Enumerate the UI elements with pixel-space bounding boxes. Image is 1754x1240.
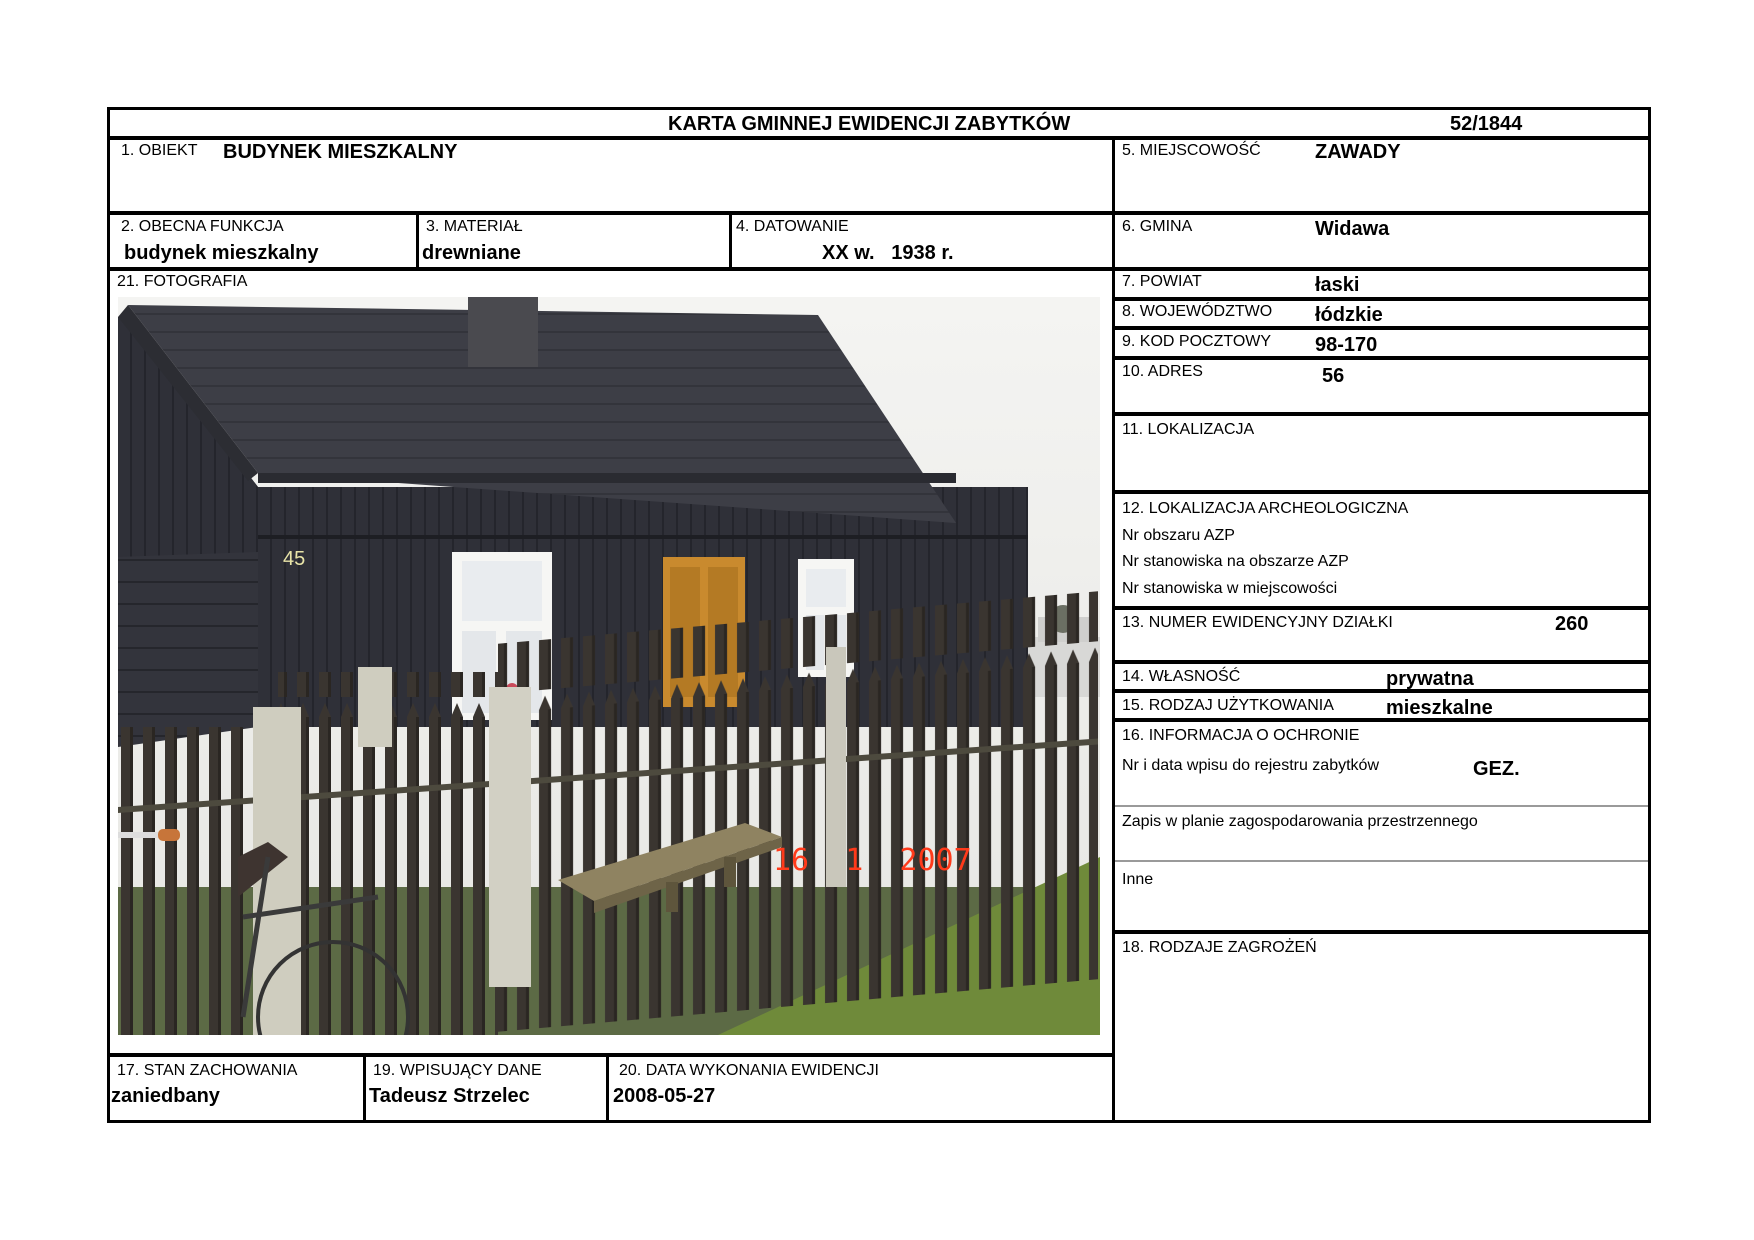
field-lokalizacja-label: 11. LOKALIZACJA	[1122, 421, 1255, 438]
field-wpisujacy-value: Tadeusz Strzelec	[369, 1085, 530, 1107]
ochrona-rejestr-value: GEZ.	[1473, 758, 1520, 780]
field-stan-value: zaniedbany	[111, 1085, 220, 1107]
field-gmina-label: 6. GMINA	[1122, 218, 1193, 235]
field-dzialka-value: 260	[1555, 613, 1589, 635]
ochrona-plan-label: Zapis w planie zagospodarowania przestrzennego	[1122, 813, 1478, 830]
field-datowanie-label: 4. DATOWANIE	[736, 218, 849, 235]
field-funkcja-label: 2. OBECNA FUNKCJA	[121, 218, 284, 235]
card-title: KARTA GMINNEJ EWIDENCJI ZABYTKÓW	[668, 113, 1071, 135]
building-photo	[118, 297, 1100, 1035]
field-funkcja-value: budynek mieszkalny	[124, 242, 319, 264]
field-material-label: 3. MATERIAŁ	[426, 218, 523, 235]
archeo-nr-stanowiska-miejsc: Nr stanowiska w miejscowości	[1122, 580, 1338, 597]
card-number: 52/1844	[1450, 113, 1523, 135]
field-wpisujacy-label: 19. WPISUJĄCY DANE	[373, 1062, 542, 1079]
field-kod-label: 9. KOD POCZTOWY	[1122, 333, 1272, 350]
field-powiat-label: 7. POWIAT	[1122, 273, 1202, 290]
field-adres-value: 56	[1322, 365, 1345, 387]
ochrona-rejestr-label: Nr i data wpisu do rejestru zabytków	[1122, 757, 1379, 774]
field-obiekt-value: BUDYNEK MIESZKALNY	[223, 141, 458, 163]
field-fotografia-label: 21. FOTOGRAFIA	[117, 273, 248, 290]
field-data-value: 2008-05-27	[613, 1085, 716, 1107]
field-zagrozenia-label: 18. RODZAJE ZAGROŻEŃ	[1122, 939, 1317, 956]
field-uzytkowanie-label: 15. RODZAJ UŻYTKOWANIA	[1122, 697, 1334, 714]
field-data-label: 20. DATA WYKONANIA EWIDENCJI	[619, 1062, 879, 1079]
field-wlasnosc-value: prywatna	[1386, 668, 1474, 690]
field-stan-label: 17. STAN ZACHOWANIA	[117, 1062, 298, 1079]
field-miejscowosc-value: ZAWADY	[1315, 141, 1401, 163]
field-uzytkowanie-value: mieszkalne	[1386, 697, 1493, 719]
field-wojewodztwo-label: 8. WOJEWÓDZTWO	[1122, 303, 1273, 320]
archeo-nr-stanowiska-azp: Nr stanowiska na obszarze AZP	[1122, 553, 1349, 570]
field-material-value: drewniane	[422, 242, 521, 264]
field-powiat-value: łaski	[1315, 274, 1360, 296]
house-number: 45	[283, 548, 306, 570]
field-dzialka-label: 13. NUMER EWIDENCYJNY DZIAŁKI	[1122, 614, 1393, 631]
field-archeo-label: 12. LOKALIZACJA ARCHEOLOGICZNA	[1122, 500, 1409, 517]
field-adres-label: 10. ADRES	[1122, 363, 1203, 380]
field-gmina-value: Widawa	[1315, 218, 1390, 240]
field-miejscowosc-label: 5. MIEJSCOWOŚĆ	[1122, 142, 1261, 159]
photo-date-stamp: 16 1 2007	[773, 843, 972, 878]
field-obiekt-label: 1. OBIEKT	[121, 142, 198, 159]
field-wlasnosc-label: 14. WŁASNOŚĆ	[1122, 668, 1241, 685]
field-kod-value: 98-170	[1315, 334, 1378, 356]
ochrona-inne-label: Inne	[1122, 871, 1154, 888]
field-ochrona-label: 16. INFORMACJA O OCHRONIE	[1122, 727, 1360, 744]
archeo-nr-obszaru: Nr obszaru AZP	[1122, 527, 1235, 544]
field-wojewodztwo-value: łódzkie	[1315, 304, 1383, 326]
field-datowanie-value: XX w. 1938 r.	[822, 242, 954, 264]
